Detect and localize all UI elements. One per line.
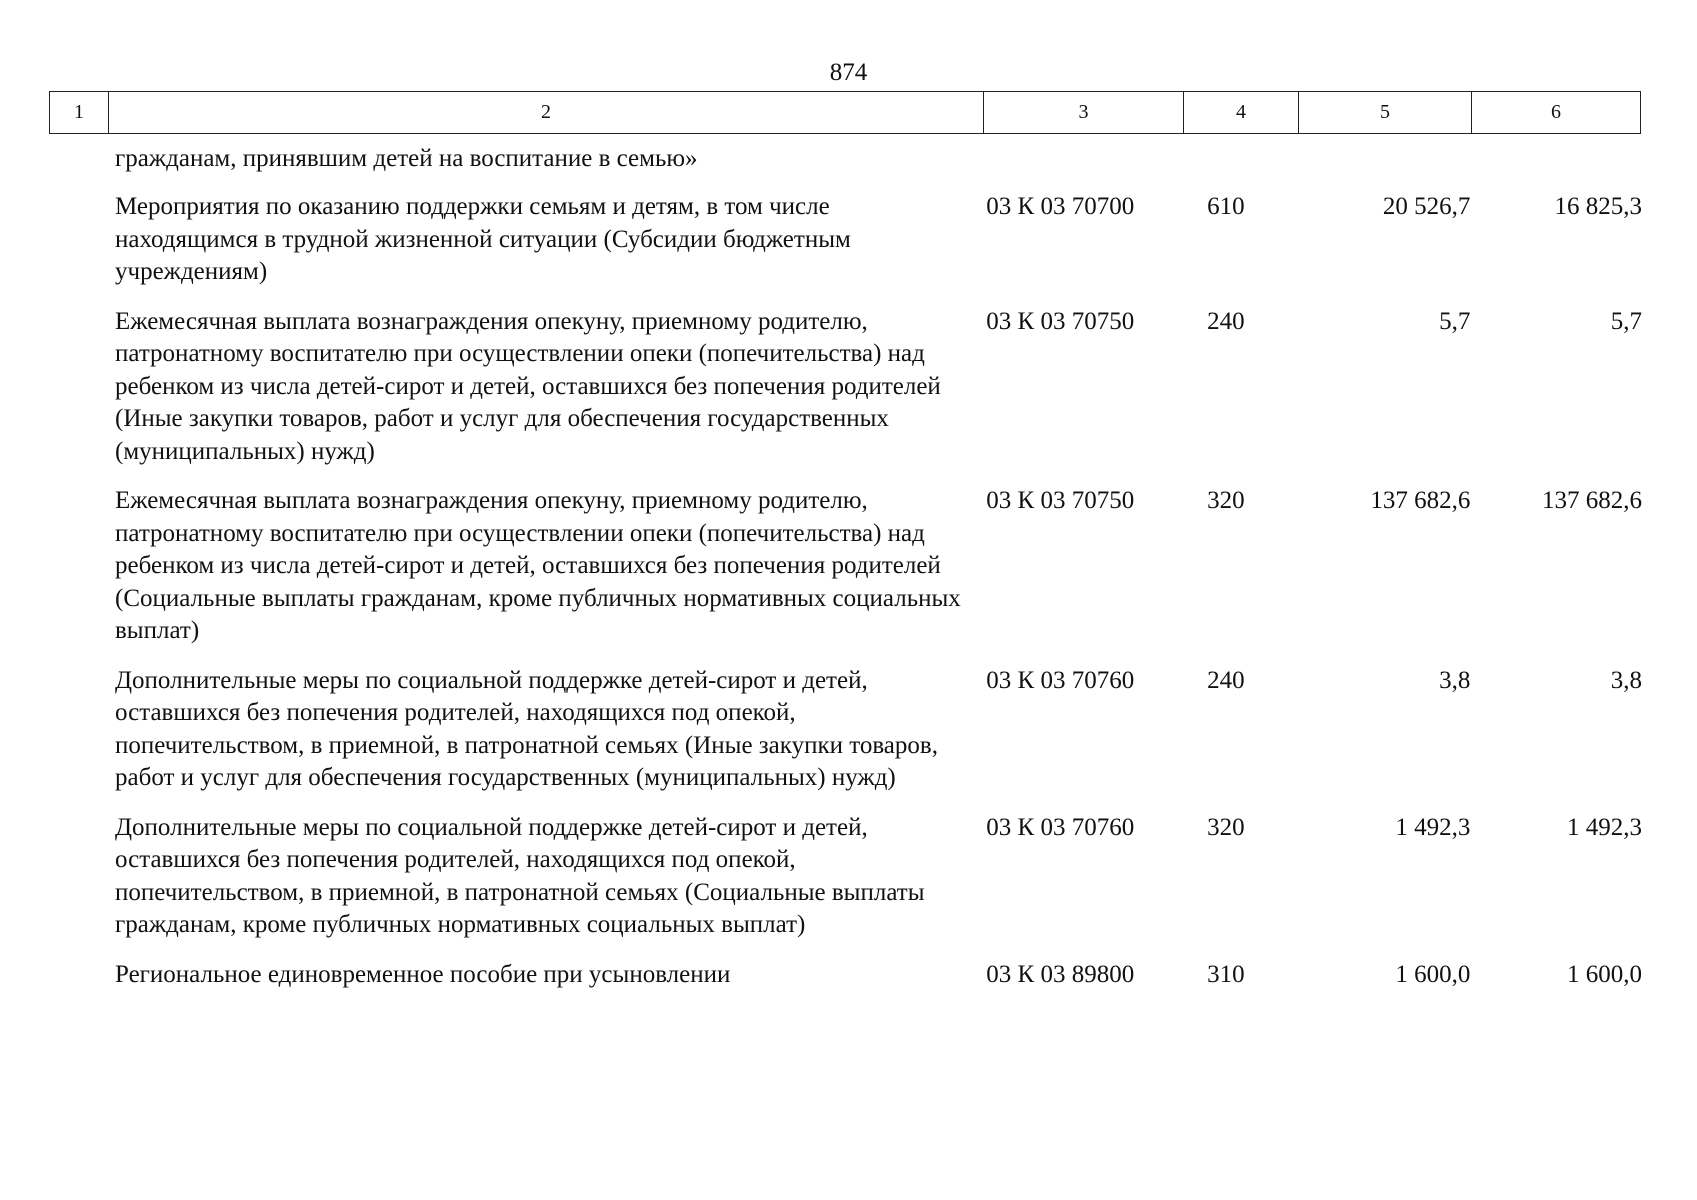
table-row: [115, 306, 1642, 469]
row-type: 610: [1207, 193, 1245, 220]
table-header: [49, 91, 1641, 134]
header-col-5: 5: [1299, 92, 1472, 133]
header-col-3: 3: [984, 92, 1184, 133]
row-description: Региональное единовременное пособие при усыновлении: [115, 960, 731, 988]
row-description: Дополнительные меры по социальной поддержке детей-сирот и детей, оставшихся без попечения родителей, находящихся под опекой, попечительством, в приемной, в патронатной семьях (Социальные выплаты гражданам, кроме публичных нормативных социальных выплат): [115, 813, 925, 938]
row-value-5: 20 526,7: [1382, 193, 1471, 220]
header-col-2: 2: [109, 92, 984, 133]
row-code: 03 К 03 70700: [986, 193, 1135, 220]
row-code: 03 К 03 89800: [986, 960, 1135, 988]
continuation-text: гражданам, принявшим детей на воспитание в семью»: [115, 145, 698, 172]
table-row: [115, 191, 1642, 289]
row-type: 320: [1207, 813, 1245, 841]
table-row: [115, 485, 1642, 648]
row-value-5: 1 492,3: [1395, 813, 1471, 841]
row-code: 03 К 03 70760: [986, 666, 1135, 694]
row-code: 03 К 03 70750: [986, 307, 1135, 335]
row-description: Мероприятия по оказанию поддержки семьям и детям, в том числе находящимся в трудной жизненной ситуации (Субсидии бюджетным учреждениям): [115, 193, 851, 285]
row-type: 240: [1207, 666, 1245, 694]
row-value-6: 1 600,0: [1567, 960, 1642, 988]
row-type: 320: [1207, 487, 1245, 514]
row-value-6: 3,8: [1610, 666, 1642, 694]
row-code: 03 К 03 70760: [986, 813, 1135, 841]
row-description: Ежемесячная выплата вознаграждения опекуну, приемному родителю, патронатному воспитателю при осуществлении опеки (попечительства) над ребенком из числа детей-сирот и детей, оставшихся без попечения родителей (Иные закупки товаров, работ и услуг для обеспечения государственных (муниципальных) нужд): [115, 307, 941, 465]
header-col-4: 4: [1184, 92, 1299, 133]
row-value-6: 1 492,3: [1567, 813, 1642, 841]
row-value-6: 5,7: [1610, 307, 1642, 335]
table-row: [115, 665, 1642, 795]
table-row: [115, 812, 1642, 942]
header-col-6: 6: [1551, 101, 1561, 123]
row-type: 310: [1207, 960, 1245, 988]
row-value-6: 16 825,3: [1554, 193, 1642, 220]
header-col-1: 1: [50, 92, 109, 133]
page-number: 874: [829, 59, 868, 86]
table-body: [115, 143, 1642, 1008]
row-value-6: 137 682,6: [1542, 487, 1642, 514]
row-value-5: 5,7: [1439, 307, 1471, 335]
row-description: Дополнительные меры по социальной поддержке детей-сирот и детей, оставшихся без попечения родителей, находящихся под опекой, попечительством, в приемной, в патронатной семьях (Иные закупки товаров, работ и услуг для обеспечения государственных (муниципальных) нужд): [115, 666, 938, 791]
table-row: [115, 959, 1642, 992]
row-value-5: 137 682,6: [1370, 487, 1471, 514]
row-type: 240: [1207, 307, 1245, 335]
row-description: Ежемесячная выплата вознаграждения опекуну, приемному родителю, патронатному воспитателю при осуществлении опеки (попечительства) над ребенком из числа детей-сирот и детей, оставшихся без попечения родителей (Социальные выплаты гражданам, кроме публичных нормативных социальных выплат): [115, 487, 961, 644]
row-value-5: 1 600,0: [1395, 960, 1471, 988]
row-value-5: 3,8: [1439, 666, 1471, 694]
row-code: 03 К 03 70750: [986, 487, 1135, 514]
